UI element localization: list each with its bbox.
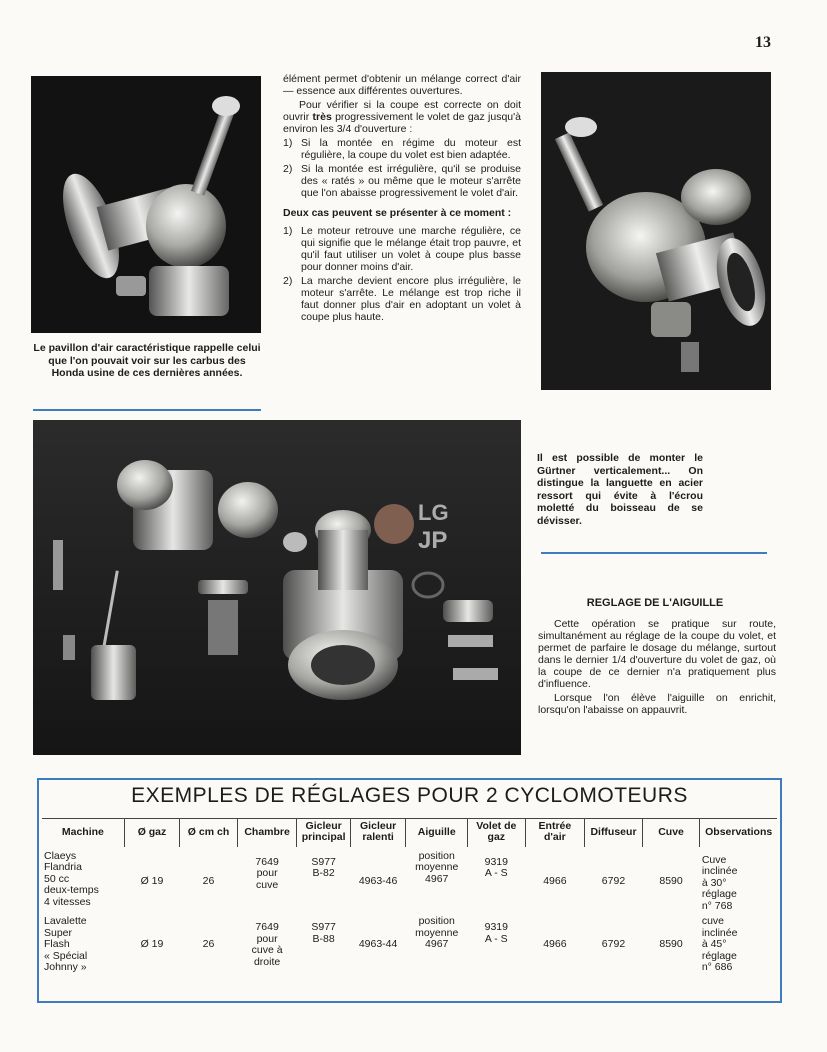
table-row bbox=[42, 847, 777, 913]
column-header: Gicleur ralenti bbox=[350, 819, 406, 847]
watermark-logo bbox=[372, 490, 462, 560]
cell-aiguille: position moyenne 4967 bbox=[415, 849, 459, 885]
disassembled-carburetor-photo bbox=[33, 420, 521, 755]
cell-gicleur-principal: S977 B-88 bbox=[311, 921, 336, 945]
cell-volet: 9319 A - S bbox=[484, 921, 508, 945]
cell-aiguille: position moyenne 4967 bbox=[415, 915, 459, 950]
carburetor-photo-top-left bbox=[31, 76, 261, 333]
middle-text-column bbox=[283, 73, 521, 325]
cell-entree: 4966 bbox=[543, 938, 567, 950]
cell-gicleur-ralenti: 4963-44 bbox=[358, 938, 398, 950]
caption-right: Il est possible de monter le Gürtner verticalement... On distingue la languette en acier ressort qui évite à l'écrou moletté du boisseau de se dévisser. bbox=[537, 452, 703, 527]
table-title: EXEMPLES DE RÉGLAGES POUR 2 CYCLOMOTEURS bbox=[131, 784, 688, 807]
list-item: 1) Si la montée en régime du moteur est régulière, la coupe du volet est bien adaptée. bbox=[283, 137, 521, 161]
table-header-row bbox=[42, 819, 777, 847]
cell-gicleur-ralenti: 4963-46 bbox=[358, 874, 398, 887]
cell-entree: 4966 bbox=[543, 874, 567, 887]
column-header: Entrée d'air bbox=[525, 819, 585, 847]
settings-table-box bbox=[37, 778, 782, 1003]
column-header: Ø cm ch bbox=[180, 819, 238, 847]
caption-top-left: Le pavillon d'air caractéristique rappelle celui que l'on pouvait voir sur les carbus des Honda usine de ces dernières années. bbox=[33, 342, 261, 379]
table-row bbox=[42, 912, 777, 974]
needle-section-title: REGLAGE DE L'AIGUILLE bbox=[586, 597, 724, 609]
column-header: Cuve bbox=[642, 819, 700, 847]
divider-left bbox=[33, 409, 261, 411]
cell-diffuseur: 6792 bbox=[601, 938, 626, 950]
column-header: Machine bbox=[42, 819, 124, 847]
cell-observations: Cuve inclinée à 30° réglage n° 768 bbox=[701, 853, 738, 912]
cell-cuve: 8590 bbox=[659, 874, 683, 887]
cell-gaz: Ø 19 bbox=[140, 874, 164, 887]
cell-chambre: 7649 pour cuve bbox=[255, 855, 279, 891]
list-item: 2) Si la montée est irrégulière, qu'il se produise des « ratés » ou même que le moteur s'arrête que l'on abaisse progressivement le volet d'air. bbox=[283, 163, 521, 199]
column-header: Gicleur principal bbox=[297, 819, 350, 847]
cell-gaz: Ø 19 bbox=[140, 938, 164, 950]
page-number: 13 bbox=[755, 34, 771, 51]
cell-machine: Lavalette Super Flash « Spécial Johnny » bbox=[44, 915, 88, 973]
cell-cm: 26 bbox=[202, 938, 215, 950]
carburetor-illustration bbox=[541, 72, 771, 390]
paragraph: élément permet d'obtenir un mélange correct d'air — essence aux différentes ouvertures. bbox=[283, 73, 521, 97]
divider-right bbox=[541, 552, 767, 554]
paragraph: Cette opération se pratique sur route, simultanément au réglage de la coupe du volet, et permet de parfaire le dosage du mélange, surtout dans le dernier 1/4 d'ouverture du volet de gaz, où la coupe de ce dernier n'a pratiquement plus d'influence. bbox=[538, 618, 776, 690]
column-header: Ø gaz bbox=[124, 819, 180, 847]
svg-text:LG: LG bbox=[418, 500, 449, 525]
section-heading: Deux cas peuvent se présenter à ce moment : bbox=[283, 207, 512, 219]
column-header: Observations bbox=[700, 819, 777, 847]
cell-cm: 26 bbox=[202, 874, 215, 887]
paragraph: Pour vérifier si la coupe est correcte on doit ouvrir très progressivement le volet de gaz jusqu'à environ les 3/4 d'ouverture : bbox=[283, 99, 521, 135]
cell-gicleur-principal: S977 B-82 bbox=[311, 855, 336, 879]
cell-machine: Claeys Flandria 50 cc deux-temps 4 vitesses bbox=[44, 849, 99, 908]
carburetor-illustration bbox=[31, 76, 261, 333]
column-header: Volet de gaz bbox=[468, 819, 526, 847]
column-header: Chambre bbox=[237, 819, 297, 847]
list-item: 1) Le moteur retrouve une marche régulière, ce qui signifie que le mélange était trop pauvre, et qu'il faut utiliser un volet à coupe plus basse pour donner moins d'air. bbox=[283, 225, 521, 273]
column-header: Aiguille bbox=[406, 819, 468, 847]
cell-observations: cuve inclinée à 45° réglage n° 686 bbox=[701, 915, 738, 973]
svg-text:JP: JP bbox=[418, 527, 448, 554]
cell-volet: 9319 A - S bbox=[484, 855, 508, 879]
needle-section-text bbox=[538, 618, 776, 718]
cell-diffuseur: 6792 bbox=[601, 874, 626, 887]
parts-illustration bbox=[33, 420, 521, 755]
list-item: 2) La marche devient encore plus irrégulière, le moteur s'arrête. Le mélange est trop riche il faut donner plus d'air en adoptant un volet à coupe plus haute. bbox=[283, 275, 521, 323]
settings-table bbox=[42, 818, 777, 974]
column-header: Diffuseur bbox=[585, 819, 643, 847]
cell-chambre: 7649 pour cuve à droite bbox=[251, 921, 283, 968]
cell-cuve: 8590 bbox=[659, 938, 683, 950]
carburetor-photo-top-right bbox=[541, 72, 771, 390]
paragraph: Lorsque l'on élève l'aiguille on enrichit, lorsqu'on l'abaisse on appauvrit. bbox=[538, 692, 776, 716]
